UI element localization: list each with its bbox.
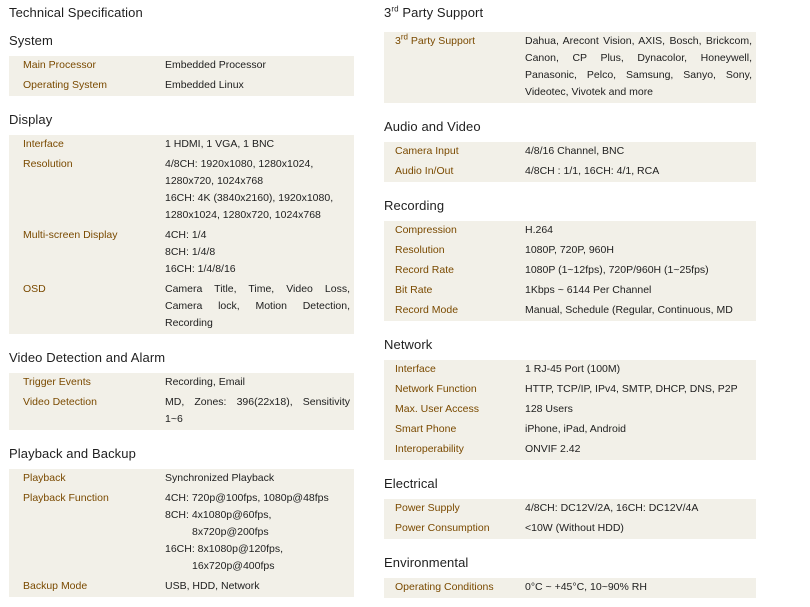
value-line: Camera Title, Time, Video Loss,: [165, 283, 350, 295]
value-line: Videotec, Vivotek and more: [525, 86, 654, 98]
spec-value: 1080P, 720P, 960H: [519, 241, 756, 261]
spec-value: [161, 393, 354, 430]
value-line: 1~6: [165, 413, 183, 425]
spec-key: Backup Mode: [9, 577, 161, 597]
section-title-electrical: Electrical: [384, 476, 438, 491]
spec-key: Interface: [9, 135, 161, 155]
table-row: [384, 162, 756, 182]
section-title-environmental: Environmental: [384, 555, 469, 570]
spec-key: Audio In/Out: [384, 162, 519, 182]
spec-key: Power Consumption: [384, 519, 519, 539]
spec-key: Multi-screen Display: [9, 226, 161, 280]
table-row: [9, 469, 354, 489]
spec-value: <10W (Without HDD): [519, 519, 756, 539]
display-table: [9, 135, 354, 334]
section-title-audio-video: Audio and Video: [384, 119, 481, 134]
video-detection-table: [9, 373, 354, 430]
playback-table: [9, 469, 354, 597]
section-title-playback: Playback and Backup: [9, 446, 136, 461]
spec-key: Compression: [384, 221, 519, 241]
value-line: Recording: [165, 317, 213, 329]
table-row: [384, 578, 756, 598]
section-title-network: Network: [384, 337, 433, 352]
value-line: MD, Zones: 396(22x18), Sensitivity: [165, 396, 350, 408]
table-row: [384, 32, 756, 103]
spec-value: Embedded Linux: [161, 76, 354, 96]
section-title-system: System: [9, 33, 53, 48]
spec-key: Operating Conditions: [384, 578, 519, 598]
table-row: [9, 577, 354, 597]
table-row: [384, 301, 756, 321]
spec-key: Power Supply: [384, 499, 519, 519]
spec-key: Record Mode: [384, 301, 519, 321]
table-row: [384, 261, 756, 281]
title-superscript: rd: [391, 4, 399, 14]
value-line: 8CH: 4x1080p@60fps,: [165, 509, 272, 521]
table-row: [384, 221, 756, 241]
spec-key: Video Detection: [9, 393, 161, 430]
table-row: [384, 420, 756, 440]
left-column: [9, 0, 354, 606]
value-line: 4CH: 1/4: [165, 229, 207, 241]
spec-key: Camera Input: [384, 142, 519, 162]
environmental-table: [384, 578, 756, 598]
electrical-table: [384, 499, 756, 539]
spec-value: 4/8CH: DC12V/2A, 16CH: DC12V/4A: [519, 499, 756, 519]
spec-value: H.264: [519, 221, 756, 241]
spec-key: Operating System: [9, 76, 161, 96]
value-line: Canon, CP Plus, Dynacolor, Honeywell,: [525, 52, 752, 64]
spec-value: Recording, Email: [161, 373, 354, 393]
table-row: [384, 281, 756, 301]
audio-video-table: [384, 142, 756, 182]
spec-key: Playback Function: [9, 489, 161, 577]
spec-value: [161, 280, 354, 334]
spec-key: Record Rate: [384, 261, 519, 281]
value-line: Panasonic, Pelco, Samsung, Sanyo, Sony,: [525, 69, 752, 81]
spec-value: 1080P (1~12fps), 720P/960H (1~25fps): [519, 261, 756, 281]
table-row: [384, 499, 756, 519]
spec-key: Bit Rate: [384, 281, 519, 301]
third-party-table: [384, 32, 756, 103]
spec-key: Interface: [384, 360, 519, 380]
title-text: Party Support: [398, 5, 484, 20]
spec-key: Max. User Access: [384, 400, 519, 420]
title-number: 3: [384, 5, 392, 20]
section-title-video-detection: Video Detection and Alarm: [9, 350, 166, 365]
spec-value: 1 RJ-45 Port (100M): [519, 360, 756, 380]
table-row: [384, 440, 756, 460]
key-superscript: rd: [400, 32, 408, 42]
table-row: [9, 280, 354, 334]
spec-key: Playback: [9, 469, 161, 489]
spec-value: 0°C ~ +45°C, 10~90% RH: [519, 578, 756, 598]
spec-key: Resolution: [384, 241, 519, 261]
table-row: [384, 519, 756, 539]
key-number: 3: [395, 35, 401, 47]
spec-key: Main Processor: [9, 56, 161, 76]
spec-value: [161, 226, 354, 280]
value-line: Camera lock, Motion Detection,: [165, 300, 350, 312]
value-line: 8x720p@200fps: [192, 526, 269, 538]
value-line: 4CH: 720p@100fps, 1080p@48fps: [165, 492, 329, 504]
spec-value: 128 Users: [519, 400, 756, 420]
value-line: 16x720p@400fps: [192, 560, 275, 572]
table-row: [9, 226, 354, 280]
spec-value: Manual, Schedule (Regular, Continuous, MD: [519, 301, 756, 321]
spec-value: 4/8/16 Channel, BNC: [519, 142, 756, 162]
system-table: [9, 56, 354, 96]
value-line: Dahua, Arecont Vision, AXIS, Bosch, Brickcom,: [525, 35, 752, 47]
value-line: 8CH: 1/4/8: [165, 246, 216, 258]
spec-value: 1Kbps ~ 6144 Per Channel: [519, 281, 756, 301]
spec-key: [384, 32, 519, 103]
right-column: [384, 0, 756, 607]
spec-value: HTTP, TCP/IP, IPv4, SMTP, DHCP, DNS, P2P: [519, 380, 756, 400]
spec-value: 4/8CH : 1/1, 16CH: 4/1, RCA: [519, 162, 756, 182]
spec-value: USB, HDD, Network: [161, 577, 354, 597]
spec-key: Network Function: [384, 380, 519, 400]
spec-key: Interoperability: [384, 440, 519, 460]
table-row: [384, 380, 756, 400]
table-row: [9, 155, 354, 226]
spec-key: Smart Phone: [384, 420, 519, 440]
page-title: Technical Specification: [9, 5, 143, 20]
spec-value: Synchronized Playback: [161, 469, 354, 489]
value-line: 1280x1024, 1280x720, 1024x768: [165, 209, 321, 221]
table-row: [9, 373, 354, 393]
table-row: [384, 360, 756, 380]
spec-value: [161, 155, 354, 226]
table-row: [384, 241, 756, 261]
spec-value: Embedded Processor: [161, 56, 354, 76]
value-line: 16CH: 8x1080p@120fps,: [165, 543, 284, 555]
spec-value: iPhone, iPad, Android: [519, 420, 756, 440]
value-line: 16CH: 4K (3840x2160), 1920x1080,: [165, 192, 334, 204]
table-row: [384, 400, 756, 420]
value-line: 4/8CH: 1920x1080, 1280x1024,: [165, 158, 314, 170]
recording-table: [384, 221, 756, 321]
spec-value: [161, 489, 354, 577]
table-row: [9, 393, 354, 430]
third-party-title: [384, 0, 756, 26]
table-row: [9, 76, 354, 96]
value-line: 16CH: 1/4/8/16: [165, 263, 236, 275]
spec-key: Resolution: [9, 155, 161, 226]
spec-value: ONVIF 2.42: [519, 440, 756, 460]
spec-value: 1 HDMI, 1 VGA, 1 BNC: [161, 135, 354, 155]
table-row: [9, 56, 354, 76]
spec-key: OSD: [9, 280, 161, 334]
key-text: Party Support: [407, 35, 476, 47]
table-row: [384, 142, 756, 162]
section-title-display: Display: [9, 112, 53, 127]
spec-value: [519, 32, 756, 103]
network-table: [384, 360, 756, 460]
value-line: 1280x720, 1024x768: [165, 175, 264, 187]
spec-key: Trigger Events: [9, 373, 161, 393]
section-title-recording: Recording: [384, 198, 445, 213]
table-row: [9, 135, 354, 155]
table-row: [9, 489, 354, 577]
